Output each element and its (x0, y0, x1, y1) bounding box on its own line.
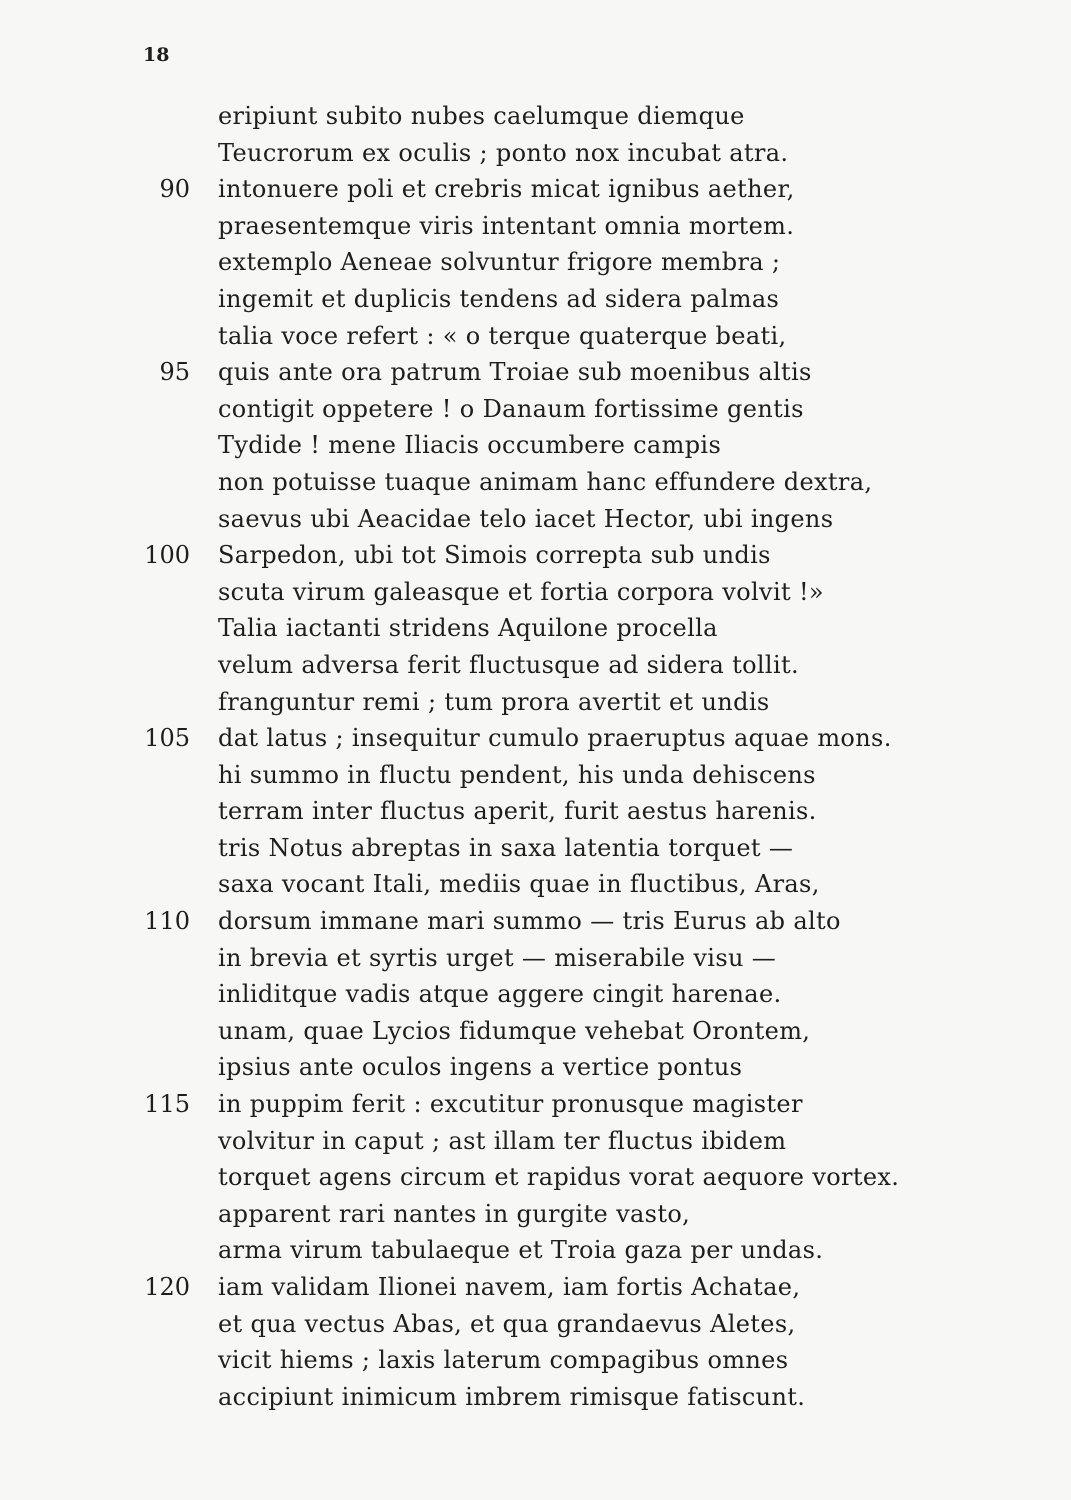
verse-line (0, 793, 1071, 830)
verse-line (0, 1086, 1071, 1123)
verse-line (0, 208, 1071, 245)
line-number: 95 (159, 358, 190, 387)
verse-line (0, 391, 1071, 428)
verse-line (0, 647, 1071, 684)
verse-text: saevus ubi Aeacidae telo iacet Hector, ubi ingens (218, 504, 834, 533)
verse-text: in puppim ferit : excutitur pronusque magister (218, 1090, 803, 1119)
verse-line (0, 1049, 1071, 1086)
verse-line (0, 318, 1071, 355)
verse-text: vicit hiems ; laxis laterum compagibus omnes (218, 1346, 789, 1375)
line-number: 120 (144, 1273, 190, 1301)
verse-line (0, 720, 1071, 757)
verse-text: Talia iactanti stridens Aquilone procella (218, 614, 718, 643)
verse-line (0, 903, 1071, 940)
verse-line (0, 98, 1071, 135)
verse-text: non potuisse tuaque animam hanc effundere dextra, (218, 467, 873, 496)
verse-text: unam, quae Lycios fidumque vehebat Orontem, (218, 1016, 811, 1045)
verse-text: terram inter fluctus aperit, furit aestus harenis. (218, 797, 817, 826)
line-number: 90 (159, 175, 190, 204)
verse-text: ipsius ante oculos ingens a vertice pontus (218, 1053, 743, 1082)
verse-text: iam validam Ilionei navem, iam fortis Achatae, (218, 1273, 801, 1301)
verse-line (0, 976, 1071, 1013)
verse-line (0, 464, 1071, 501)
verse-line (0, 610, 1071, 647)
verse-line (0, 1196, 1071, 1233)
line-number: 115 (144, 1090, 190, 1119)
verse-text: extemplo Aeneae solvuntur frigore membra ; (218, 248, 781, 277)
verse-line (0, 940, 1071, 977)
verse-line (0, 1123, 1071, 1160)
verse-text: Sarpedon, ubi tot Simois correpta sub undis (218, 541, 771, 570)
line-number: 100 (144, 541, 190, 570)
verse-text: inliditque vadis atque aggere cingit harenae. (218, 980, 782, 1009)
verse-text: tris Notus abreptas in saxa latentia torquet — (218, 833, 794, 862)
verse-text: accipiunt inimicum imbrem rimisque fatiscunt. (218, 1382, 806, 1411)
page-number: 18 (143, 44, 170, 66)
line-number: 105 (144, 724, 190, 753)
verse-text: et qua vectus Abas, et qua grandaevus Aletes, (218, 1309, 796, 1338)
verse-line (0, 1342, 1071, 1379)
verse-text: hi summo in fluctu pendent, his unda dehiscens (218, 760, 816, 789)
verse-text: arma virum tabulaeque et Troia gaza per undas. (218, 1236, 824, 1265)
verse-line (0, 757, 1071, 794)
verse-text: dat latus ; insequitur cumulo praeruptus aquae mons. (218, 724, 892, 753)
verse-line (0, 537, 1071, 574)
verse-line (0, 171, 1071, 208)
verse-text: Tydide ! mene Iliacis occumbere campis (218, 431, 722, 460)
verse-text: saxa vocant Itali, mediis quae in fluctibus, Aras, (218, 870, 820, 899)
verse-text: volvitur in caput ; ast illam ter fluctus ibidem (218, 1126, 787, 1155)
verse-text: talia voce refert : « o terque quaterque beati, (218, 321, 787, 350)
verse-line (0, 684, 1071, 721)
verse-text: intonuere poli et crebris micat ignibus aether, (218, 175, 795, 204)
verse-line (0, 427, 1071, 464)
verse-text: quis ante ora patrum Troiae sub moenibus altis (218, 358, 812, 387)
verse-line (0, 281, 1071, 318)
verse-line (0, 135, 1071, 172)
verse-text: contigit oppetere ! o Danaum fortissime gentis (218, 394, 804, 423)
verse-text: apparent rari nantes in gurgite vasto, (218, 1199, 691, 1228)
verse-line (0, 830, 1071, 867)
verse-line (0, 354, 1071, 391)
verse-line (0, 501, 1071, 538)
verse-line (0, 244, 1071, 281)
verse-text: scuta virum galeasque et fortia corpora volvit !» (218, 577, 824, 606)
verse-line (0, 1232, 1071, 1269)
verse-text: in brevia et syrtis urget — miserabile visu — (218, 943, 777, 972)
verse-line (0, 1013, 1071, 1050)
verse-line (0, 866, 1071, 903)
verse-text: franguntur remi ; tum prora avertit et undis (218, 687, 770, 716)
verse-text: torquet agens circum et rapidus vorat aequore vortex. (218, 1163, 900, 1192)
verse-text: Teucrorum ex oculis ; ponto nox incubat atra. (218, 138, 789, 167)
verse-text: ingemit et duplicis tendens ad sidera palmas (218, 284, 780, 313)
verse-text: dorsum immane mari summo — tris Eurus ab alto (218, 907, 841, 936)
verse-line (0, 1379, 1071, 1416)
verse-line (0, 1159, 1071, 1196)
line-number: 110 (144, 907, 190, 936)
verse-text: praesentemque viris intentant omnia mortem. (218, 211, 795, 240)
verse-line (0, 1306, 1071, 1343)
verse-text: eripiunt subito nubes caelumque diemque (218, 102, 745, 130)
verse-line (0, 574, 1071, 611)
verse-text: velum adversa ferit fluctusque ad sidera tollit. (218, 650, 799, 679)
verse-block (0, 98, 1071, 1415)
verse-line (0, 1269, 1071, 1306)
